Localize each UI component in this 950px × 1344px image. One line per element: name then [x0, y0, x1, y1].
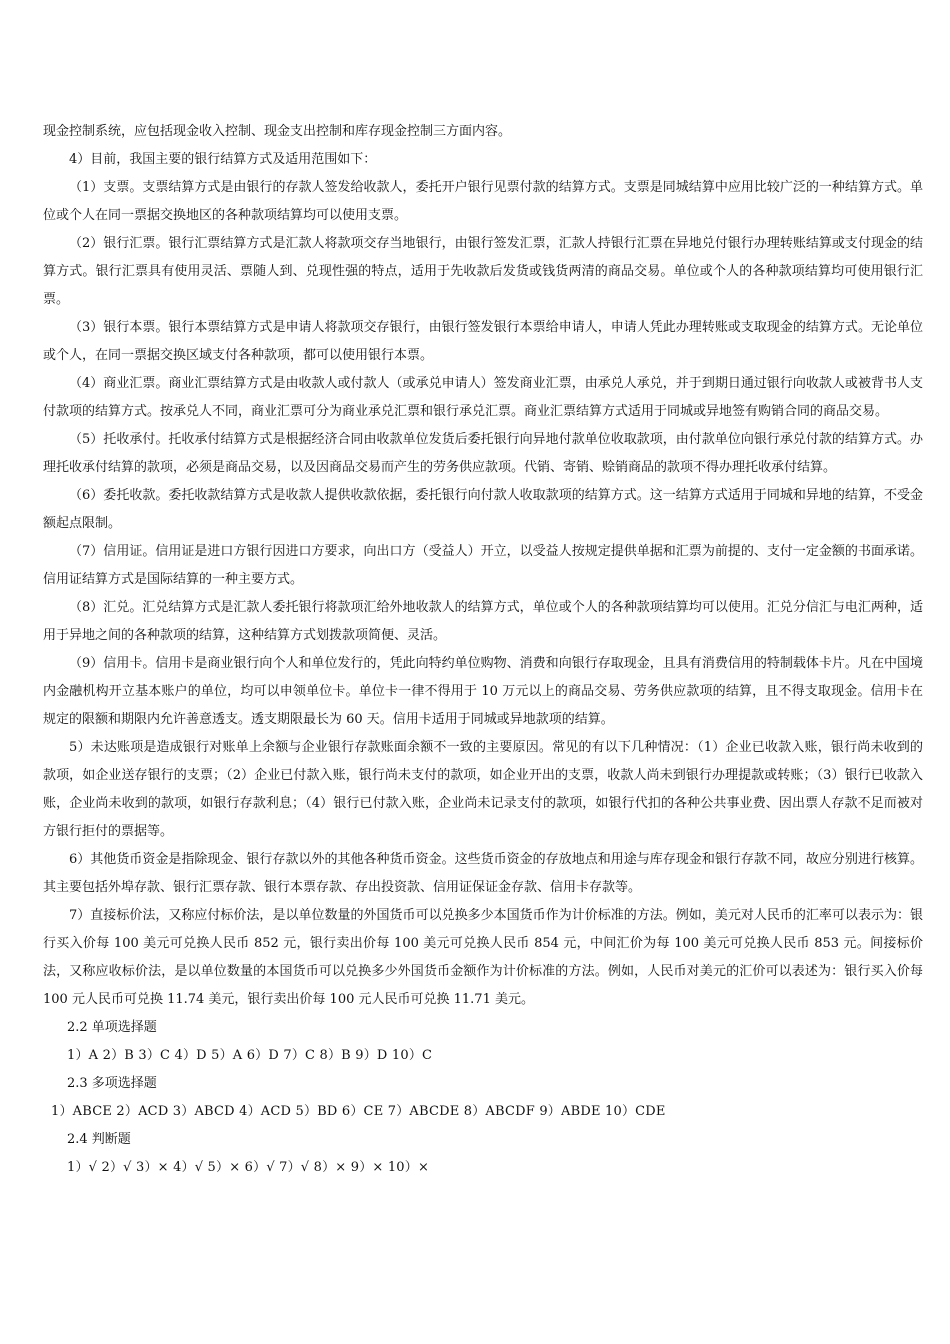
answers-single-choice: 1）A 2）B 3）C 4）D 5）A 6）D 7）C 8）B 9）D 10）C — [67, 1048, 433, 1063]
paragraph-quotation-methods: 7）直接标价法，又称应付标价法，是以单位数量的外国货币可以兑换多少本国货币作为计价标准的方法。例如，美元对人民币的汇率可以表示为：银行买入价每 100 美元可兑换人民币 852 元，银行卖出价每 100 美元可兑换人民币 854 元，中间汇价为每 100 美元可兑换人民币 853 元。间接标价法，又称应收标价法，是以单位数量的本国货币可以兑换多少外国货币金额作为计价标准的方法。例如，人民币对美元的汇价可以表述为：银行买入价每 100 元人民币可兑换 11.74 美元，银行卖出价每 100 元人民币可兑换 11.71 美元。 — [43, 908, 923, 1007]
paragraph-credit-card: （9）信用卡。信用卡是商业银行向个人和单位发行的，凭此向特约单位购物、消费和向银行存取现金，且具有消费信用的特制载体卡片。凡在中国境内金融机构开立基本账户的单位，均可以申领单位卡。单位卡一律不得用于 10 万元以上的商品交易、劳务供应款项的结算，且不得支取现金。信用卡在规定的限额和期限内允许善意透支。透支期限最长为 60 天。信用卡适用于同城或异地款项的结算。 — [43, 656, 923, 727]
paragraph-outstanding-items: 5）未达账项是造成银行对账单上余额与企业银行存款账面余额不一致的主要原因。常见的有以下几种情况：（1）企业已收款入账，银行尚未收到的款项，如企业送存银行的支票；（2）企业已付款入账，银行尚未支付的款项，如企业开出的支票，收款人尚未到银行办理提款或转账；（3）银行已收款入账，企业尚未收到的款项，如银行存款利息；（4）银行已付款入账，企业尚未记录支付的款项，如银行代扣的各种公共事业费、因出票人存款不足而被对方银行拒付的票据等。 — [43, 740, 923, 839]
paragraph-collection-acceptance: （5）托收承付。托收承付结算方式是根据经济合同由收款单位发货后委托银行向异地付款单位收取款项，由付款单位向银行承兑付款的结算方式。办理托收承付结算的款项，必须是商品交易，以及因商品交易而产生的劳务供应款项。代销、寄销、赊销商品的款项不得办理托收承付结算。 — [43, 432, 923, 475]
paragraph-other-monetary-funds: 6）其他货币资金是指除现金、银行存款以外的其他各种货币资金。这些货币资金的存放地点和用途与库存现金和银行存款不同，故应分别进行核算。其主要包括外埠存款、银行汇票存款、银行本票存款、存出投资款、信用证保证金存款、信用卡存款等。 — [43, 852, 923, 895]
paragraph-remittance: （8）汇兑。汇兑结算方式是汇款人委托银行将款项汇给外地收款人的结算方式，单位或个人的各种款项结算均可以使用。汇兑分信汇与电汇两种，适用于异地之间的各种款项的结算，这种结算方式划拨款项简便、灵活。 — [43, 600, 923, 643]
answers-true-false: 1）√ 2）√ 3）× 4）√ 5）× 6）√ 7）√ 8）× 9）× 10）× — [67, 1160, 430, 1175]
section-title-single-choice: 2.2 单项选择题 — [67, 1020, 157, 1035]
paragraph-bank-draft: （2）银行汇票。银行汇票结算方式是汇款人将款项交存当地银行，由银行签发汇票，汇款人持银行汇票在异地兑付银行办理转账结算或支付现金的结算方式。银行汇票具有使用灵活、票随人到、兑现性强的特点，适用于先收款后发货或钱货两清的商品交易。单位或个人的各种款项结算均可使用银行汇票。 — [43, 236, 923, 307]
answers-multiple-choice: 1）ABCE 2）ACD 3）ABCD 4）ACD 5）BD 6）CE 7）ABCDE 8）ABCDF 9）ABDE 10）CDE — [51, 1104, 666, 1119]
paragraph-settlement-intro: 4）目前，我国主要的银行结算方式及适用范围如下： — [69, 152, 377, 167]
paragraph-cashier-check: （3）银行本票。银行本票结算方式是申请人将款项交存银行，由银行签发银行本票给申请人，申请人凭此办理转账或支取现金的结算方式。无论单位或个人，在同一票据交换区域支付各种款项，都可以使用银行本票。 — [43, 320, 923, 363]
paragraph-letter-of-credit: （7）信用证。信用证是进口方银行因进口方要求，向出口方（受益人）开立，以受益人按规定提供单据和汇票为前提的、支付一定金额的书面承诺。信用证结算方式是国际结算的一种主要方式。 — [43, 544, 923, 587]
paragraph-commercial-draft: （4）商业汇票。商业汇票结算方式是由收款人或付款人（或承兑申请人）签发商业汇票，由承兑人承兑，并于到期日通过银行向收款人或被背书人支付款项的结算方式。按承兑人不同，商业汇票可分为商业承兑汇票和银行承兑汇票。商业汇票结算方式适用于同城或异地签有购销合同的商品交易。 — [43, 376, 923, 419]
document-body — [43, 118, 923, 1182]
paragraph-entrusted-collection: （6）委托收款。委托收款结算方式是收款人提供收款依据，委托银行向付款人收取款项的结算方式。这一结算方式适用于同城和异地的结算，不受金额起点限制。 — [43, 488, 923, 531]
paragraph-cash-control: 现金控制系统，应包括现金收入控制、现金支出控制和库存现金控制三方面内容。 — [43, 124, 512, 139]
paragraph-check: （1）支票。支票结算方式是由银行的存款人签发给收款人，委托开户银行见票付款的结算方式。支票是同城结算中应用比较广泛的一种结算方式。单位或个人在同一票据交换地区的各种款项结算均可以使用支票。 — [43, 180, 923, 223]
section-title-true-false: 2.4 判断题 — [67, 1132, 131, 1147]
section-title-multiple-choice: 2.3 多项选择题 — [67, 1076, 157, 1091]
